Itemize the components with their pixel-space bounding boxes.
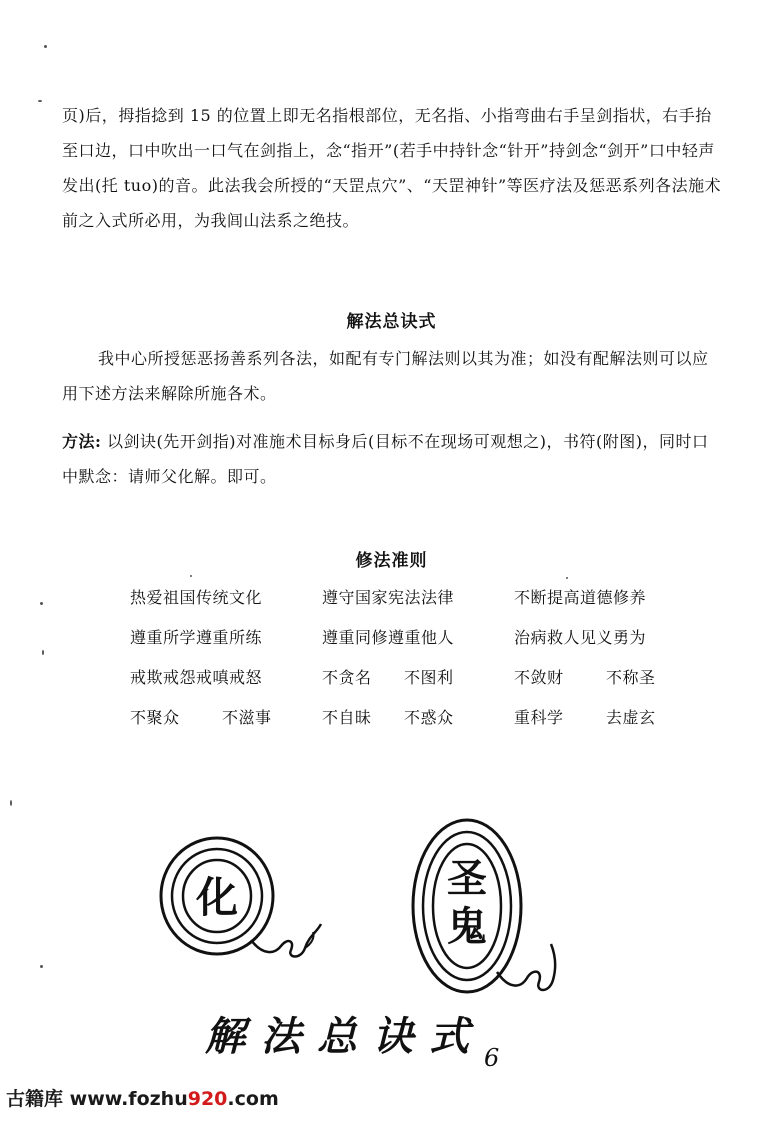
scan-speck xyxy=(40,602,43,605)
rules-row xyxy=(130,625,690,665)
rule-item: 遵重同修遵重他人 xyxy=(322,628,455,647)
method-text: 以剑诀(先开剑指)对准施术目标身后(目标不在现场可观想之)，书符(附图)，同时口中默念：请师父化解。即可。 xyxy=(62,432,709,486)
rule-item: 不断提高道德修养 xyxy=(514,588,647,607)
rule-item: 不滋事 xyxy=(222,708,272,727)
seal-glyph-top: 圣 xyxy=(447,855,487,902)
section-title-xiufa: 修法准则 xyxy=(355,551,428,571)
rules-row xyxy=(130,665,690,705)
scan-speck xyxy=(566,577,568,579)
rule-item: 热爱祖国传统文化 xyxy=(130,588,263,607)
seal-glyph: 化 xyxy=(195,873,239,922)
rule-item: 不惑众 xyxy=(404,708,454,727)
rule-item: 不自昧 xyxy=(322,708,372,727)
rule-item: 重科学 xyxy=(514,708,564,727)
watermark-url-suffix: .com xyxy=(227,1088,279,1110)
scan-speck xyxy=(40,965,43,968)
rules-row xyxy=(130,585,690,625)
section-title-jiefa: 解法总诀式 xyxy=(346,312,437,332)
rule-item: 不聚众 xyxy=(130,708,180,727)
method-label: 方法: xyxy=(62,432,102,451)
watermark-url-prefix: www.fozhu xyxy=(69,1088,188,1110)
rules-row xyxy=(130,705,690,745)
rule-item: 去虚玄 xyxy=(606,708,656,727)
scan-speck xyxy=(42,650,44,655)
rule-item: 不敛财 xyxy=(514,668,564,687)
talisman-caption: 解法总诀式 xyxy=(205,1013,485,1060)
rule-item: 戒欺戒怨戒嗔戒怒 xyxy=(130,668,263,687)
rules-grid xyxy=(130,585,690,745)
scan-speck xyxy=(38,100,42,102)
page-number: 6 xyxy=(484,1044,500,1072)
paragraph-intro: 我中心所授惩恶扬善系列各法，如配有专门解法则以其为准；如没有配解法则可以应用下述方法来解除所施各术。 xyxy=(62,349,709,403)
watermark-site-name: 古籍库 xyxy=(6,1088,64,1110)
rule-item: 遵重所学遵重所练 xyxy=(130,628,263,647)
rule-item: 遵守国家宪法法律 xyxy=(322,588,455,607)
paragraph-method xyxy=(62,424,722,494)
rule-item: 不图利 xyxy=(404,668,454,687)
talisman-seal-left xyxy=(155,828,325,978)
watermark xyxy=(6,1084,279,1111)
watermark-url-number: 920 xyxy=(187,1088,228,1110)
rule-item: 不称圣 xyxy=(606,668,656,687)
scan-speck xyxy=(44,45,47,48)
scan-speck xyxy=(10,800,12,806)
rule-item: 治病救人见义勇为 xyxy=(514,628,647,647)
paragraph-continuation: 页)后，拇指捻到 15 的位置上即无名指根部位，无名指、小指弯曲右手呈剑指状，右手抬至口边，口中吹出一口气在剑指上，念“指开”(若手中持针念“针开”持剑念“剑开”口中轻声发出(托 tuo)的音。此法我会所授的“天罡点穴”、“天罡神针”等医疗法及惩恶系列各法施术前之入式所必用，为我闾山法系之绝技。 xyxy=(62,106,722,230)
rule-item: 不贪名 xyxy=(322,668,372,687)
talisman-seal-right xyxy=(405,812,560,1012)
seal-glyph-bottom: 鬼 xyxy=(447,903,487,950)
scan-speck xyxy=(190,575,192,577)
